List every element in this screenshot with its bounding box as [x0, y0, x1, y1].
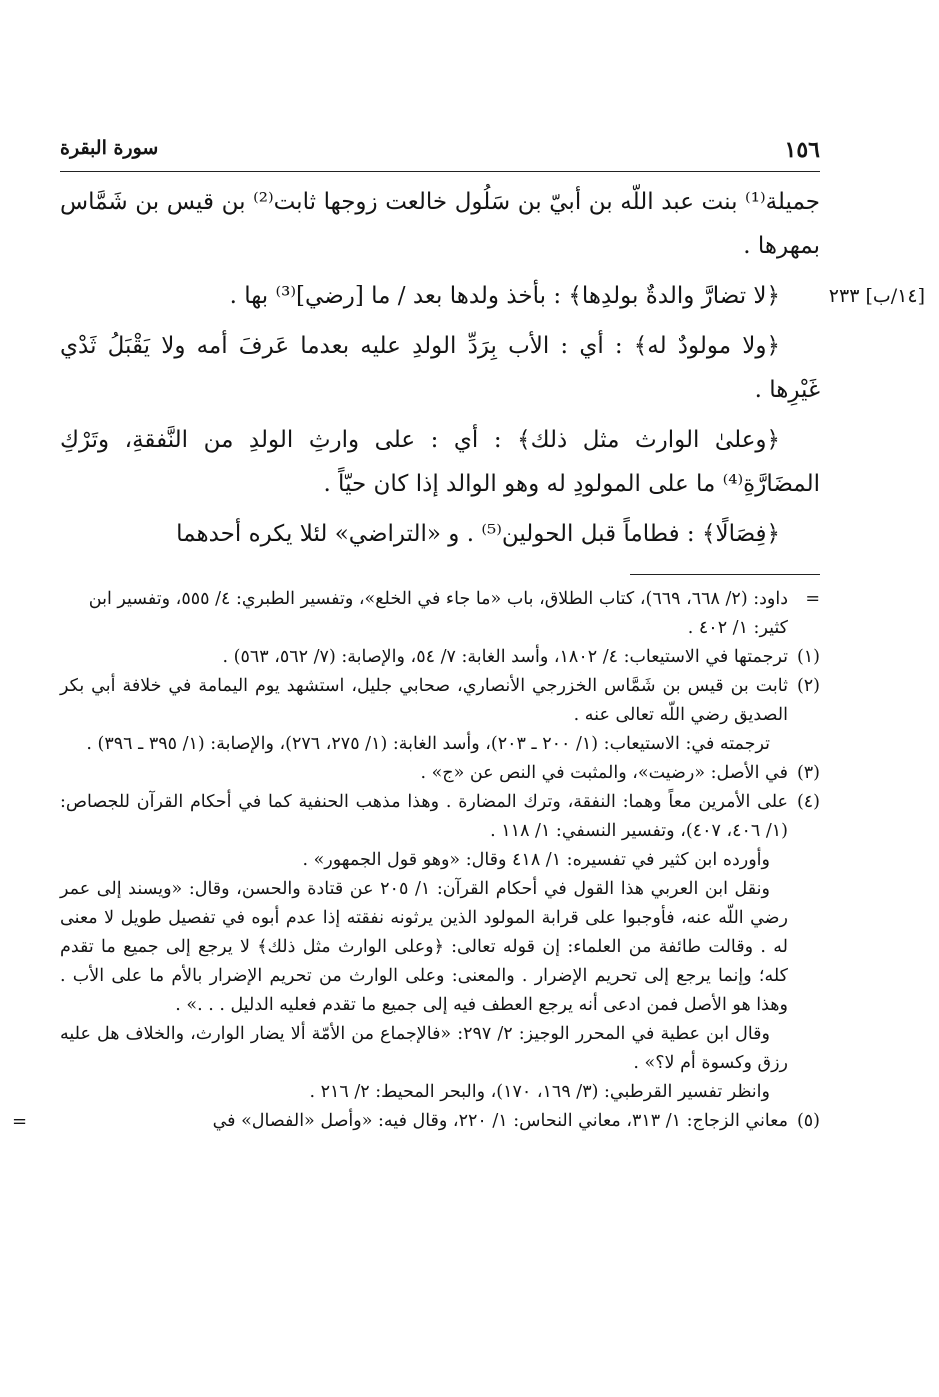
footnote-divider: [630, 574, 820, 575]
paragraph-2-text: ﴿لا تضارَّ والدةٌ بولدِها﴾ : بأخذ ولدها بعد / ما [رضي]⁽³⁾ بها .: [229, 283, 780, 309]
paragraph-5: ﴿فِصَالًا﴾ : فطاماً قبل الحولين⁽⁵⁾ . و «التراضي» لئلا يكره أحدهما: [176, 521, 780, 547]
footnote-number: (١): [796, 647, 820, 667]
paragraph-3: ﴿ولا مولودٌ له﴾ : أي : الأب بِرَدِّ الولدِ عليه بعدما عَرفَ أمه ولا يَقْبَلُ ثَدْي غَيْرِها .: [60, 333, 820, 403]
footnote-number: (٢): [796, 676, 820, 696]
footnote-4: [60, 788, 820, 1107]
footnote-5: [12, 1107, 820, 1136]
footnote-number: (٤): [796, 792, 820, 812]
footnote-2: [60, 672, 820, 759]
footnote-subtext: ونقل ابن العربي هذا القول في أحكام القرآن: ١/ ٢٠٥ عن قتادة والحسن، وقال: «ويسند إلى عمر رضي اللّه عنه، فأوجبوا على قرابة المولود الذين يرثونه نفقته إذا عدم أبوه في تفصيل طويل لا معنى له . وقالت طائفة من العلماء: إن قوله تعالى: ﴿وعلى الوارث مثل ذلك﴾ لا يرجع إلى جميع ما تقدم كله؛ وإنما يرجع إلى تحريم الإضرار . والمعنى: وعلى الوارث من تحريم الإضرار بالأم ما على الأب . وهذا هو الأصل فمن ادعى أنه يرجع العطف فيه إلى جميع ما تقدم فعليه الدليل . . .» .: [60, 879, 788, 1015]
book-page: [12, 135, 925, 1136]
footnote-subtext: وأورده ابن كثير في تفسيره: ١/ ٤١٨ وقال: «وهو قول الجمهور» .: [302, 850, 770, 870]
page-number: ١٥٦: [784, 137, 820, 163]
paragraph-2: [60, 274, 925, 318]
footnote-continuation: [60, 585, 820, 643]
footnote-text: ثابت بن قيس بن شَمَّاس الخزرجي الأنصاري، صحابي جليل، استشهد يوم اليمامة في خلافة أبي بكر الصديق رضي اللّه تعالى عنه .: [60, 676, 788, 725]
footnote-text: ترجمتها في الاستيعاب: ٤/ ١٨٠٢، وأسد الغابة: ٧/ ٥٤، والإصابة: (٧/ ٥٦٢، ٥٦٣) .: [222, 647, 788, 667]
footnotes: [12, 585, 820, 1136]
surah-title: سورة البقرة: [60, 137, 159, 159]
continued-mark: =: [12, 1111, 28, 1132]
footnote-subtext: وقال ابن عطية في المحرر الوجيز: ٢/ ٢٩٧: «فالإجماع من الأمّة ألا يضار الوارث، والخلاف هل عليه رزق وكسوة أم لا؟» .: [60, 1024, 788, 1073]
footnote-text: معاني الزجاج: ١/ ٣١٣، معاني النحاس: ١/ ٢٢٠، وقال فيه: «وأصل «الفصال» في: [212, 1111, 788, 1131]
footnote-subtext: ترجمته في: الاستيعاب: (١/ ٢٠٠ ـ ٢٠٣)، وأسد الغابة: (١/ ٢٧٥، ٢٧٦)، والإصابة: (١/ ٣٩٥ ـ ٣٩٦) .: [86, 734, 770, 754]
continuation-mark: =: [805, 589, 820, 609]
main-text: [60, 180, 925, 556]
footnote-1: [60, 643, 820, 672]
footnote-number: (٣): [796, 763, 820, 783]
footnote-text: في الأصل: «رضيت»، والمثبت في النص عن «ج» .: [420, 763, 788, 783]
paragraph-4: ﴿وعلىٰ الوارث مثل ذلك﴾ : أي : على وارثِ الولدِ من النَّفقةِ، وتَرْكِ المضَارَّةِ⁽⁴⁾ ما على المولودِ له وهو الوالد إذا كان حيّاً .: [60, 427, 820, 497]
margin-reference: [١٤/ب] ٢٣٣: [828, 285, 925, 307]
footnote-3: [60, 759, 820, 788]
footnote-subtext: وانظر تفسير القرطبي: (٣/ ١٦٩، ١٧٠)، والبحر المحيط: ٢/ ٢١٦ .: [309, 1082, 770, 1102]
paragraph-1: جميلة⁽¹⁾ بنت عبد اللّه بن أبيّ بن سَلُول خالعت زوجها ثابت⁽²⁾ بن قيس بن شَمَّاس بمهرها .: [60, 189, 820, 259]
page-header: [60, 135, 820, 172]
footnote-number: (٥): [796, 1111, 820, 1131]
footnote-text: على الأمرين معاً وهما: النفقة، وترك المضارة . وهذا مذهب الحنفية كما في أحكام القرآن للجصاص: (١/ ٤٠٦، ٤٠٧)، وتفسير النسفي: ١/ ١١٨ .: [60, 792, 788, 841]
continuation-text: داود: (٢/ ٦٦٨، ٦٦٩)، كتاب الطلاق، باب «ما جاء في الخلع»، وتفسير الطبري: ٤/ ٥٥٥، وتفسير ابن كثير: ١/ ٤٠٢ .: [88, 589, 788, 638]
